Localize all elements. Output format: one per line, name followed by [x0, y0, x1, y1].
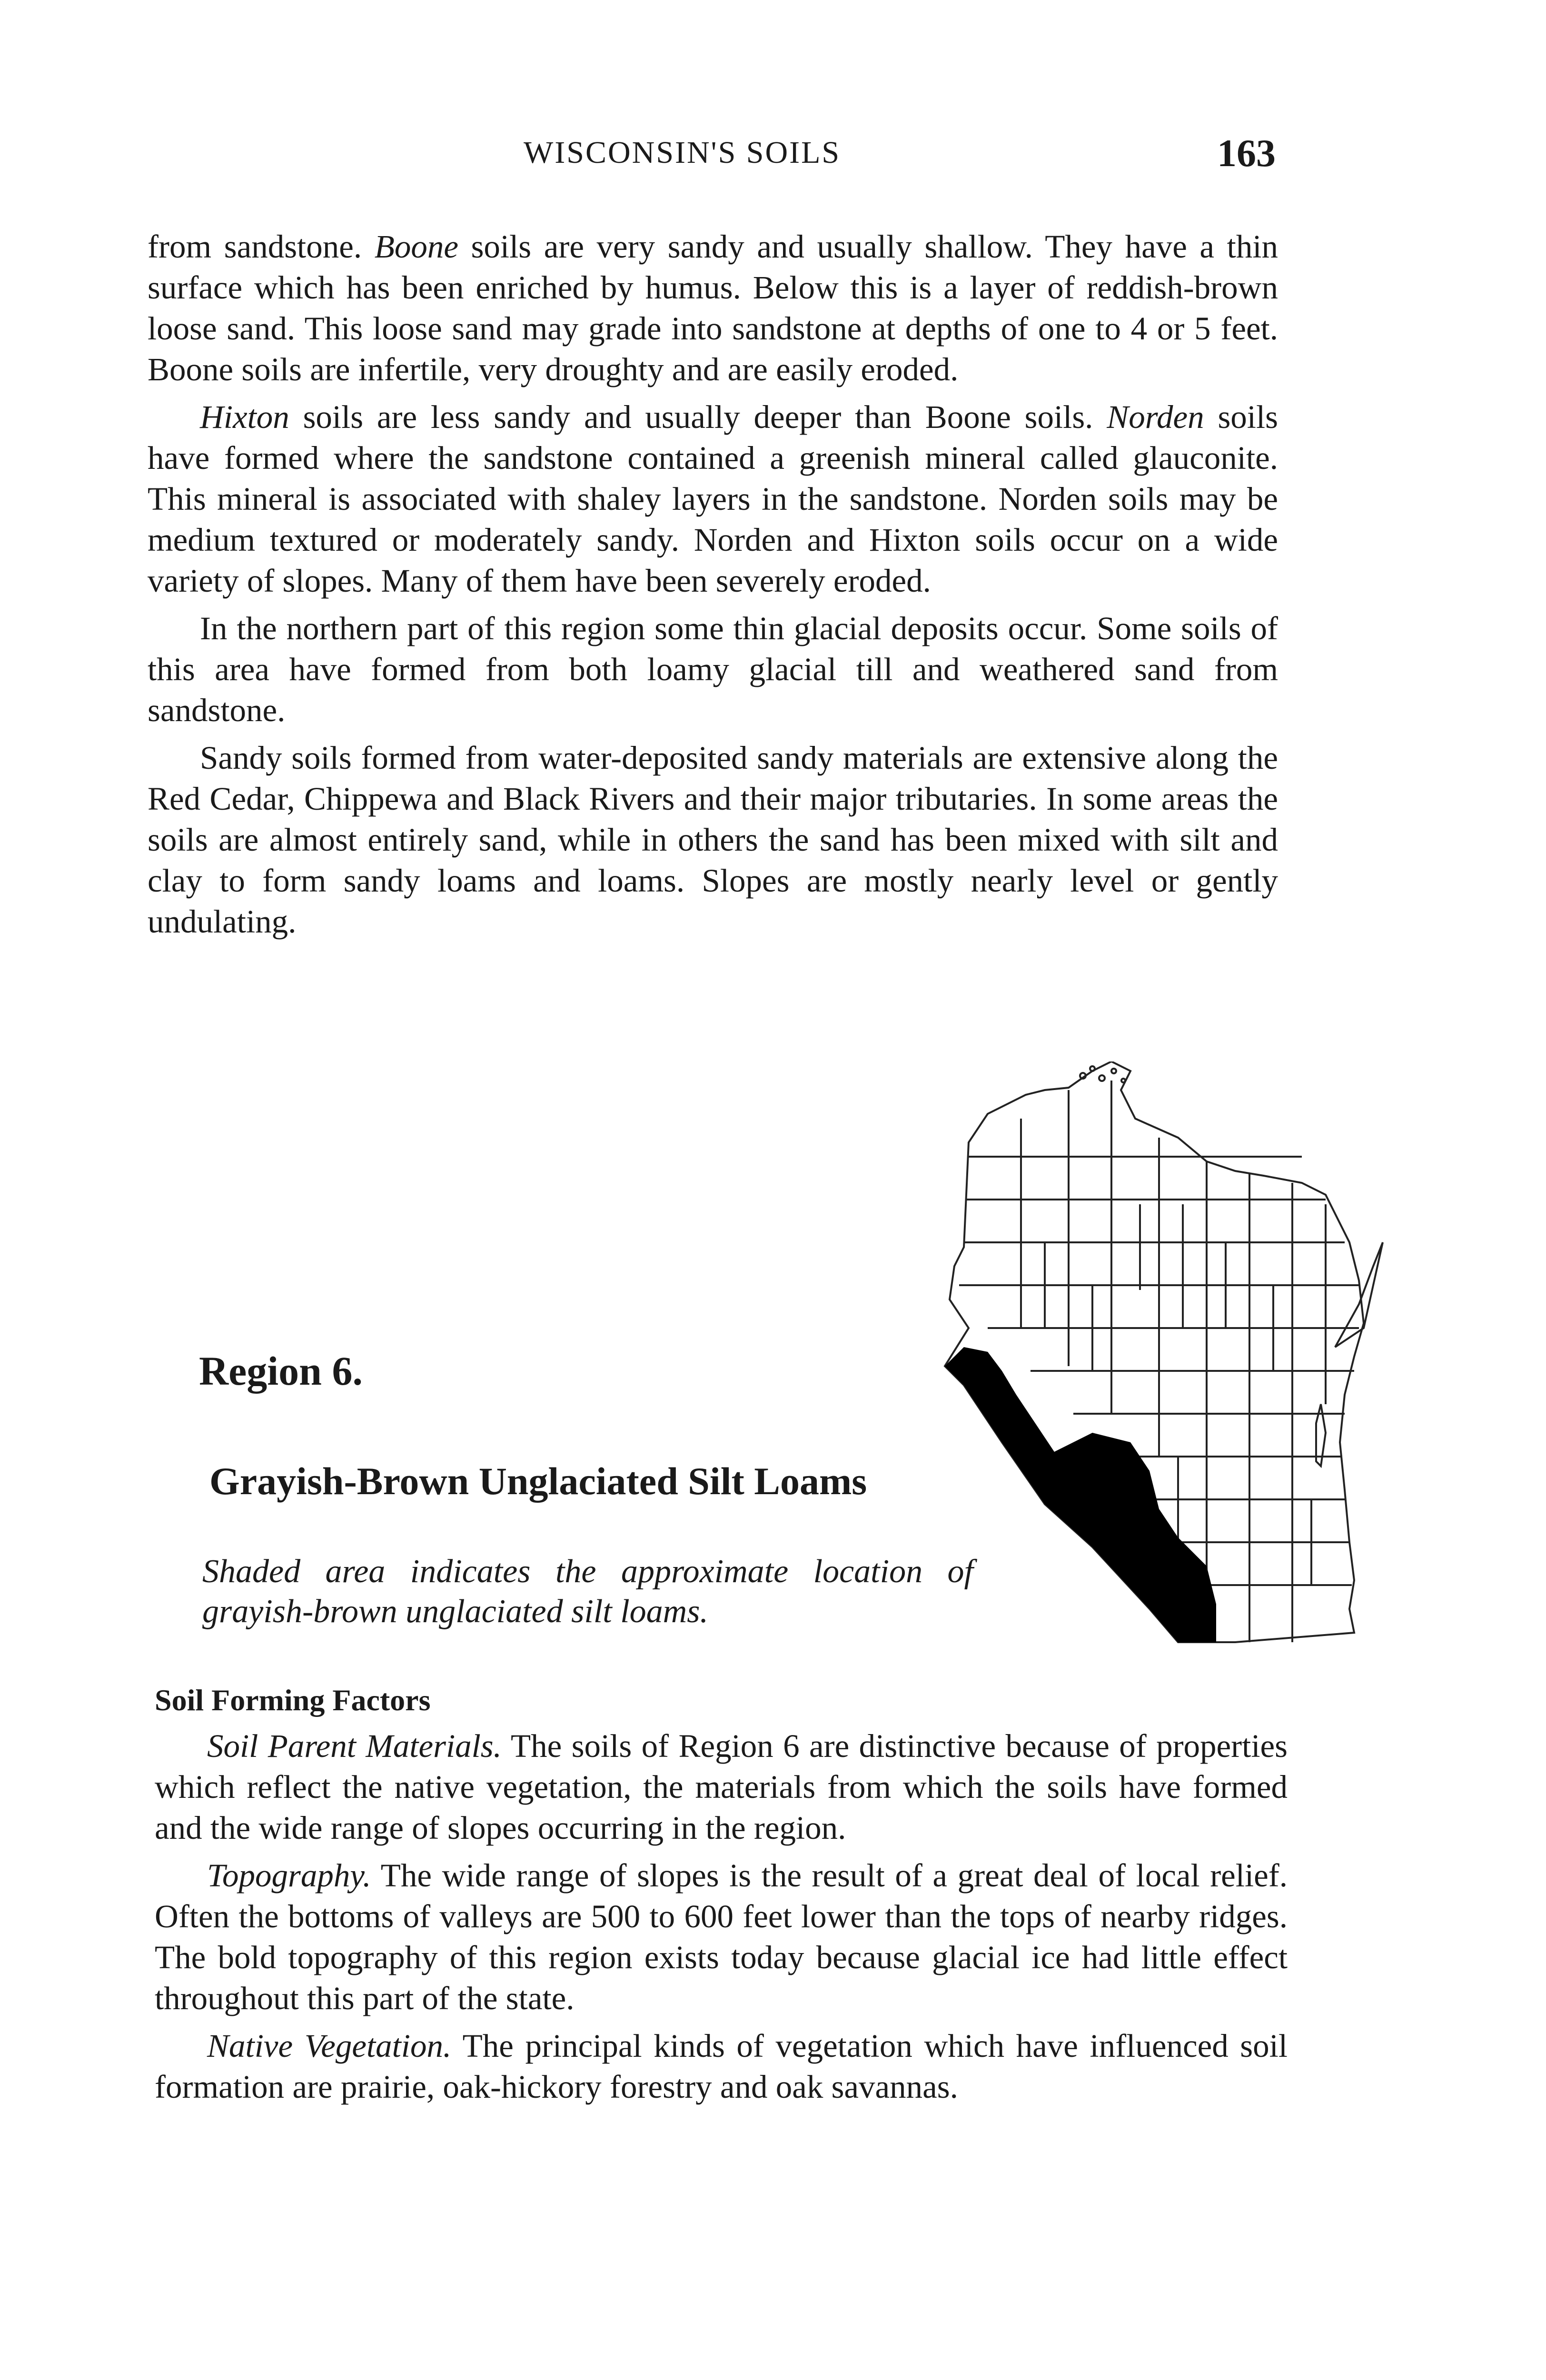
italic-term: Norden	[1107, 399, 1204, 435]
page-number: 163	[1217, 131, 1276, 175]
section-heading: Soil Forming Factors	[155, 1683, 431, 1717]
paragraph-hixton-norden	[148, 397, 1278, 601]
region-title: Region 6.	[199, 1348, 363, 1394]
paragraph-boone	[148, 226, 1278, 390]
text-run: The wide range of slopes is the result of a great deal of local relief. Often the bottoms of valleys are 500 to 600 feet lower than the tops of nearby ridges. The bold topography of this region exists today because glacial ice had little effect throughout this part of the state.	[155, 1857, 1288, 2016]
running-title: WISCONSIN'S SOILS	[524, 135, 841, 170]
paragraph-native-vegetation	[155, 2025, 1288, 2107]
text-run: soils have formed where the sandstone contained a greenish mineral called glauconite. This mineral is associated with shaley layers in the sandstone. Norden soils may be medium textured or moderately sandy. Norden and Hixton soils occur on a wide variety of slopes. Many of them have been severely eroded.	[148, 399, 1278, 599]
text-run: In the northern part of this region some thin glacial deposits occur. Some soils of this area have formed from both loamy glacial till and weathered sand from sandstone.	[148, 610, 1278, 728]
region-subtitle: Grayish-Brown Unglaciated Silt Loams	[209, 1459, 867, 1503]
text-run: The principal kinds of vegetation which have influenced soil formation are prairie, oak-hickory forestry and oak savannas.	[155, 2028, 1288, 2105]
paragraph-topography	[155, 1855, 1288, 2019]
running-head	[148, 131, 1276, 178]
map-caption: Shaded area indicates the approximate location of grayish-brown unglaciated silt loams.	[202, 1553, 973, 1630]
italic-term: Soil Parent Materials.	[207, 1728, 502, 1764]
upper-text-column	[148, 226, 1278, 949]
italic-term: Native Vegetation.	[207, 2028, 452, 2064]
lower-text-column	[155, 1726, 1288, 2114]
shaded-region-lower	[1045, 1433, 1216, 1642]
door-peninsula	[1335, 1242, 1383, 1347]
text-run: The soils of Region 6 are distinctive because of properties which reflect the native vegetation, the materials from which the soils have formed and the wide range of slopes occurring in the region.	[155, 1728, 1288, 1846]
italic-term: Boone	[374, 228, 458, 265]
paragraph-parent-materials	[155, 1726, 1288, 1848]
paragraph-sandy-soils	[148, 737, 1278, 942]
text-run: Sandy soils formed from water-deposited sandy materials are extensive along the Red Cedar, Chippewa and Black Rivers and their major tributaries. In some areas the soils are almost entirely sand, while in others the sand has been mixed with silt and clay to form sandy loams and loams. Slopes are mostly nearly level or gently undulating.	[148, 740, 1278, 940]
text-run: soils are less sandy and usually deeper than Boone soils.	[289, 399, 1107, 435]
paragraph-glacial-deposits	[148, 608, 1278, 731]
text-run: soils are very sandy and usually shallow. They have a thin surface which has been enriched by humus. Below this is a layer of reddish-brown loose sand. This loose sand may grade into sandstone at depths of one to 4 or 5 feet. Boone soils are infertile, very droughty and are easily eroded.	[148, 228, 1278, 387]
text-run: from sandstone.	[148, 228, 375, 265]
italic-term: Topography.	[207, 1857, 371, 1894]
italic-term: Hixton	[200, 399, 289, 435]
